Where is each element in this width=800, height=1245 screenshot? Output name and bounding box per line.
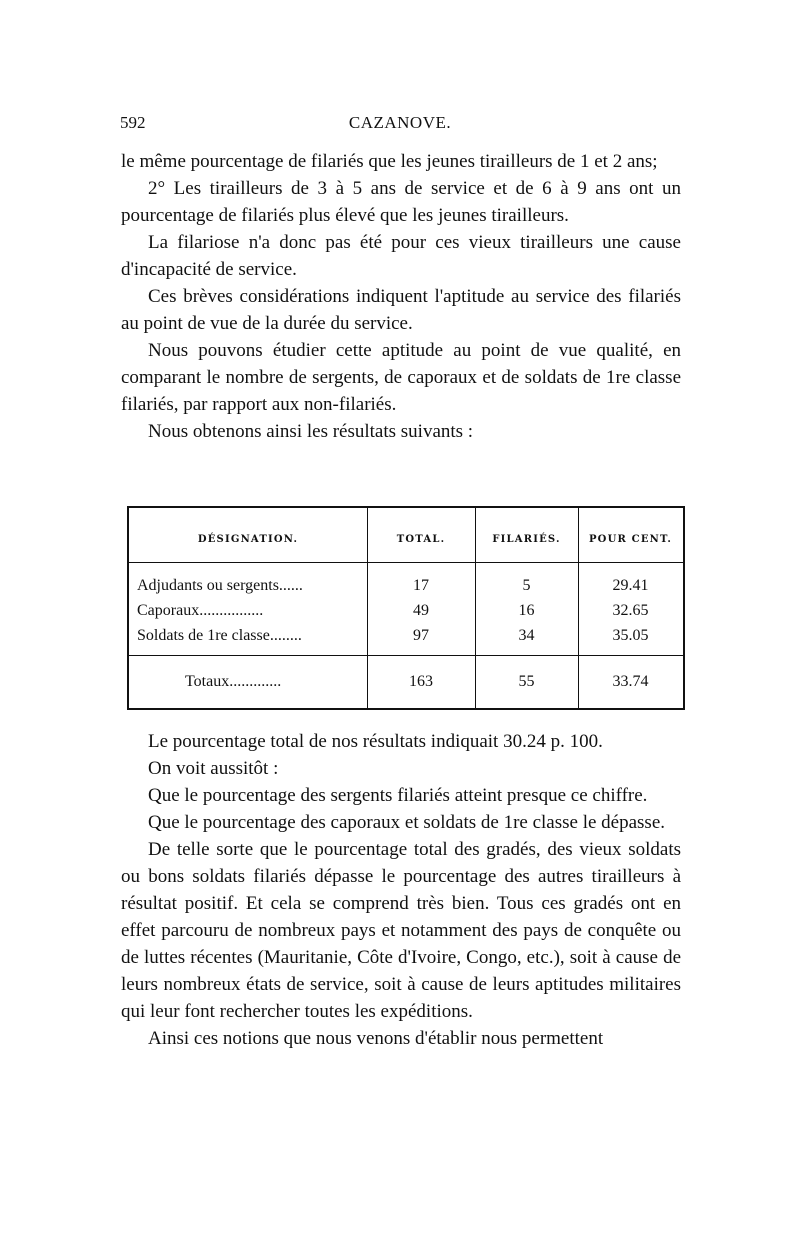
totals-filaries: 55: [518, 673, 535, 690]
paragraph: La filariose n'a donc pas été pour ces vieux tirailleurs une cause d'incapacité de service.: [121, 232, 681, 280]
page-header: [120, 113, 680, 137]
table-row-pour-cent: 29.41: [612, 577, 649, 594]
table-row-filaries: 5: [522, 577, 531, 594]
results-table: [127, 506, 685, 710]
totals-pour-cent: 33.74: [612, 673, 649, 690]
totals-total: 163: [409, 673, 433, 690]
text-block-before-table: [121, 148, 681, 445]
paragraph: le même pourcentage de filariés que les jeunes tirailleurs de 1 et 2 ans;: [121, 151, 658, 172]
paragraph: Ces brèves considérations indiquent l'aptitude au service des filariés au point de vue de la durée du service.: [121, 286, 681, 334]
table-row-designation: Soldats de 1re classe........: [137, 627, 302, 644]
totals-row-divider: [129, 655, 683, 656]
column-header-designation: DÉSIGNATION.: [197, 534, 299, 545]
column-header-pour-cent: POUR CENT.: [588, 534, 673, 545]
text-block-after-table: [121, 728, 681, 1052]
table-row-filaries: 34: [518, 627, 535, 644]
table-row-total: 17: [413, 577, 429, 594]
table-row-total: 97: [413, 627, 429, 644]
paragraph: Nous pouvons étudier cette aptitude au point de vue qualité, en comparant le nombre de sergents, de caporaux et de soldats de 1re classe filariés, par rapport aux non-filariés.: [121, 340, 681, 415]
running-title: CAZANOVE.: [348, 113, 452, 132]
table-row-total: 49: [413, 602, 429, 619]
column-header-total: TOTAL.: [396, 534, 446, 545]
column-header-filaries: FILARIÉS.: [492, 534, 561, 545]
paragraph: De telle sorte que le pourcentage total des gradés, des vieux soldats ou bons soldats filariés dépasse le pourcentage des autres tirailleurs à résultat positif. Et cela se comprend très bien. Tous ces gradés ont en effet parcouru de nombreux pays et notamment des pays de conquête ou de luttes récentes (Mauritanie, Côte d'Ivoire, Congo, etc.), soit à cause de leurs nombreux états de service, soit à cause de leurs aptitudes militaires qui leur font rechercher toutes les expéditions.: [121, 839, 681, 1022]
page-number: 592: [120, 113, 146, 132]
paragraph: Nous obtenons ainsi les résultats suivants :: [148, 421, 474, 442]
table-row-designation: Adjudants ou sergents......: [137, 577, 303, 594]
paragraph: Le pourcentage total de nos résultats indiquait 30.24 p. 100.: [148, 731, 603, 752]
paragraph: Ainsi ces notions que nous venons d'établir nous permettent: [148, 1028, 604, 1049]
paragraph: Que le pourcentage des caporaux et soldats de 1re classe le dépasse.: [148, 812, 666, 833]
table-row-pour-cent: 32.65: [612, 602, 649, 619]
totals-designation: Totaux.............: [185, 673, 282, 690]
header-row-divider: [129, 562, 683, 563]
paragraph: 2° Les tirailleurs de 3 à 5 ans de service et de 6 à 9 ans ont un pourcentage de filariés plus élevé que les jeunes tirailleurs.: [121, 178, 681, 226]
table-row-pour-cent: 35.05: [612, 627, 649, 644]
table-row-filaries: 16: [518, 602, 535, 619]
paragraph: On voit aussitôt :: [148, 758, 279, 779]
paragraph: Que le pourcentage des sergents filariés atteint presque ce chiffre.: [148, 785, 648, 806]
table-row-designation: Caporaux................: [137, 602, 264, 619]
